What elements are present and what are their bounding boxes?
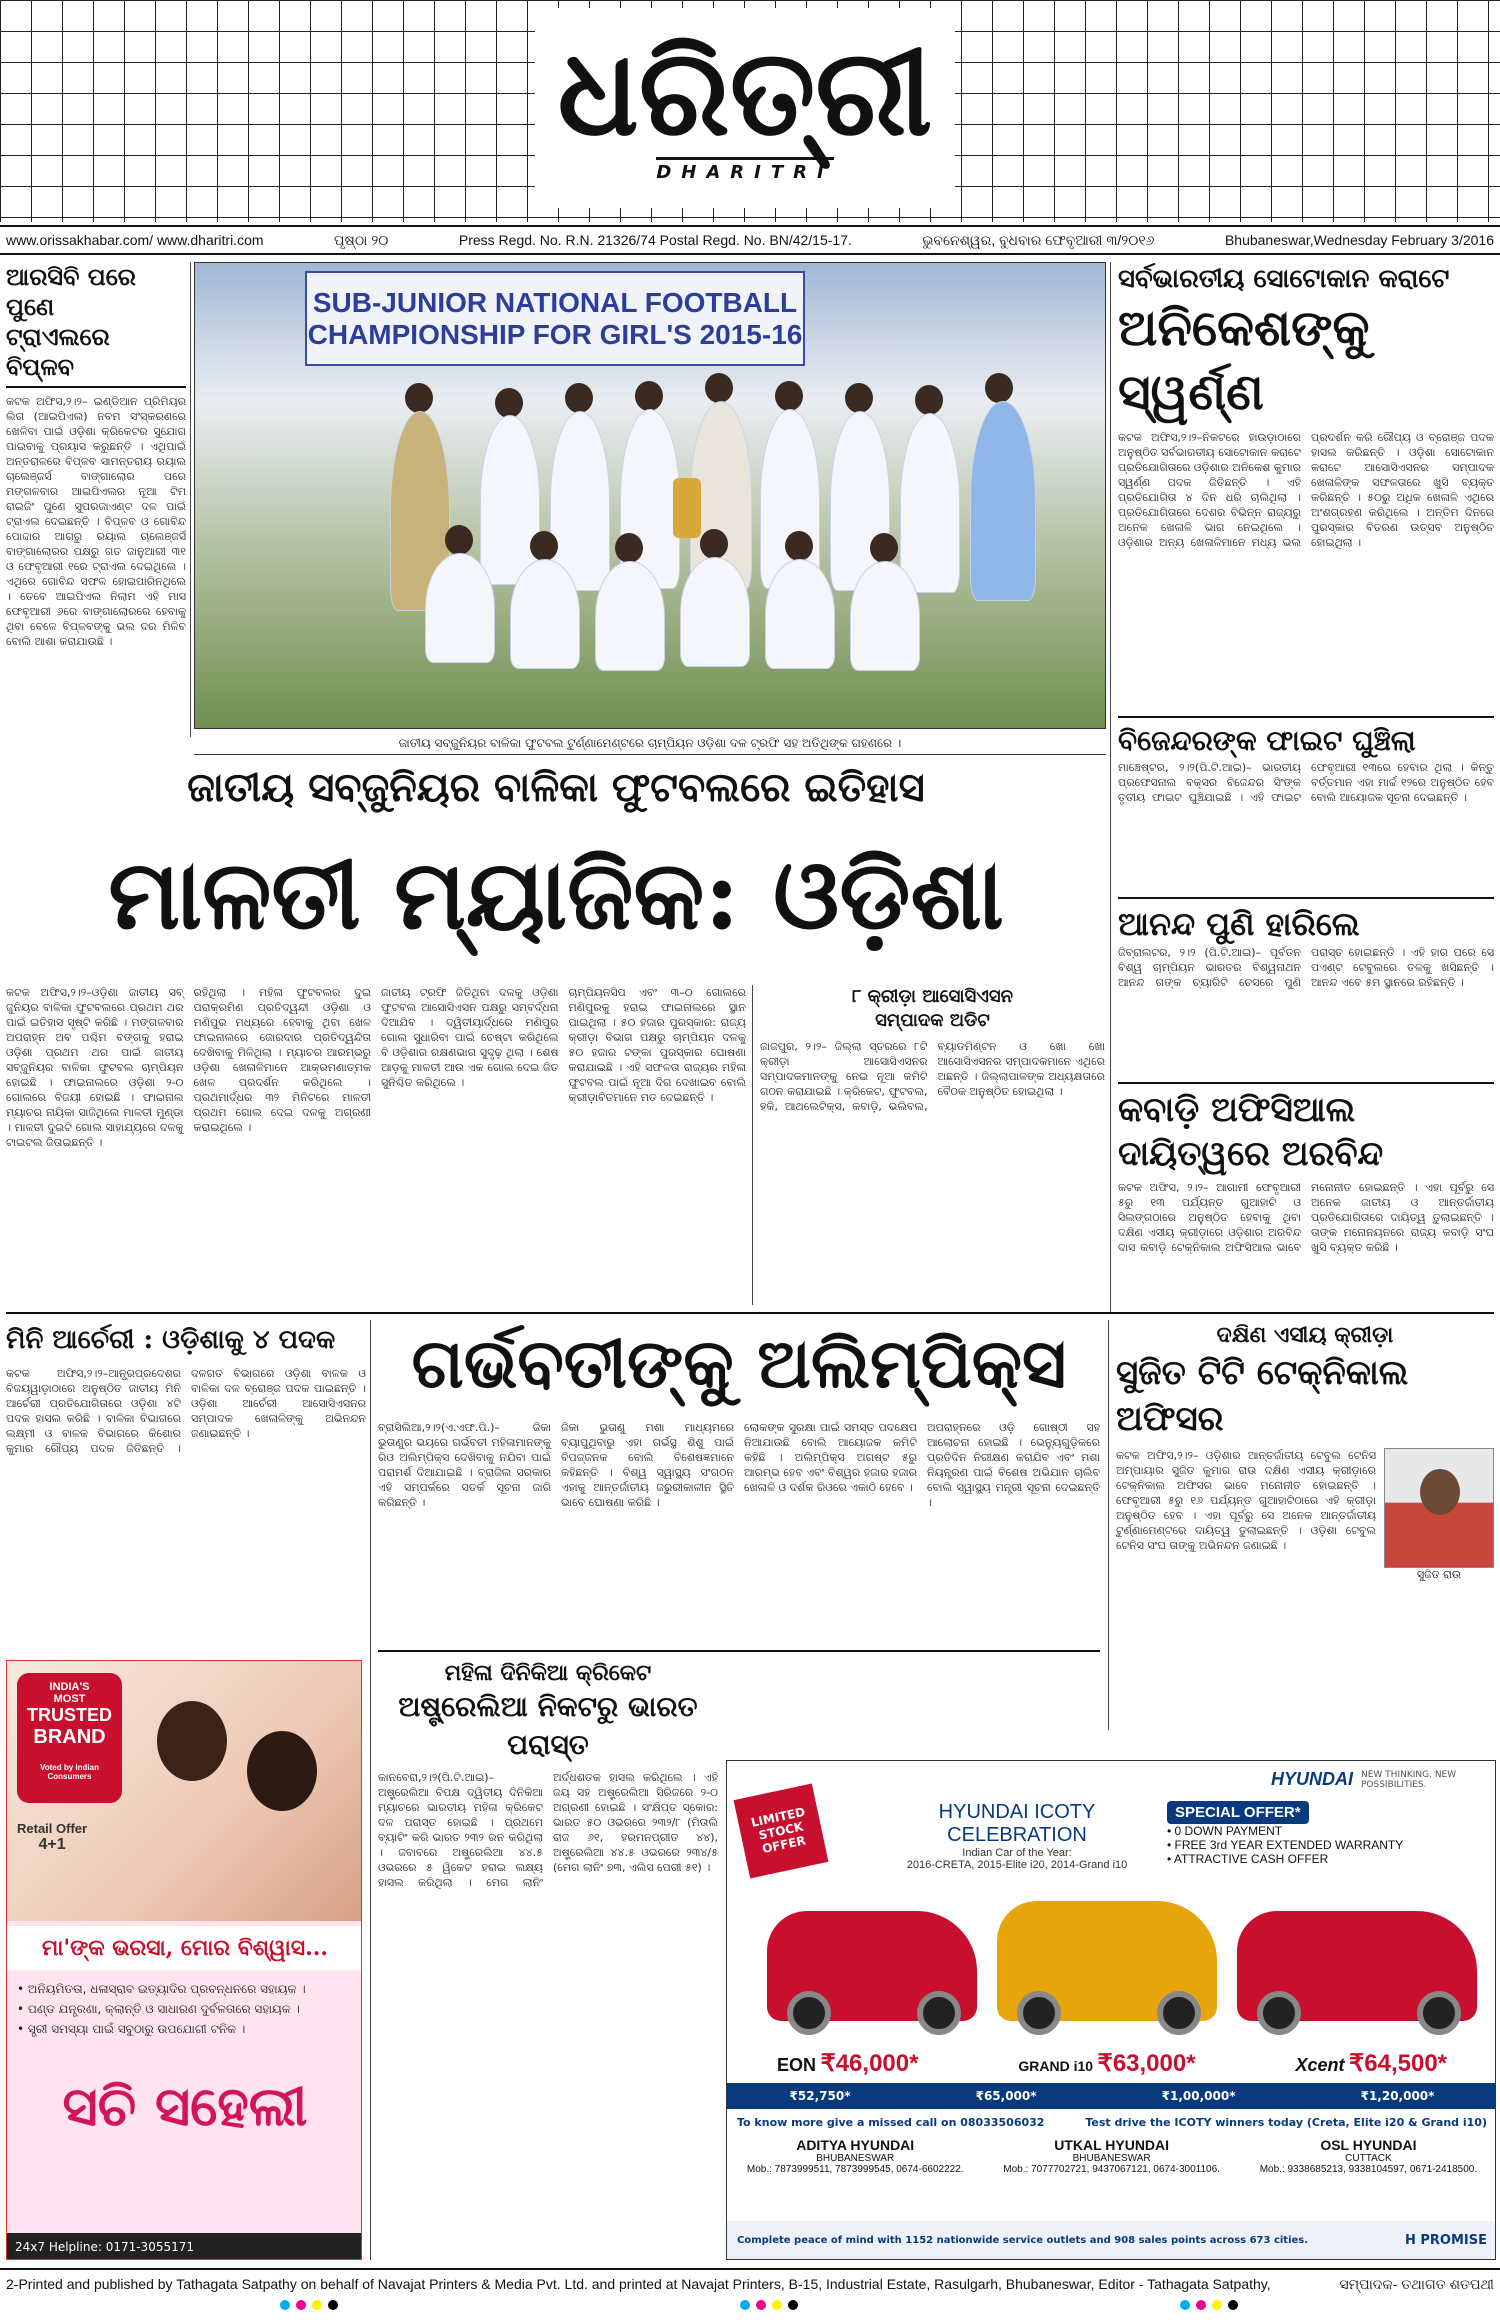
player-figure: [595, 561, 665, 671]
cricket-para-3: ସଂକ୍ଷିପ୍ତ ସ୍କୋର: ଭାରତ ୫୦ ଓଭରରେ ୨୩୨/୮ (ମିତାଲି ରାଜ ୬୧, ହରମନପ୍ରୀତ ୪୪), ଅଷ୍ଟ୍ରେଲିଆ ୪୪.୫ ଓଭରରେ ୨୩୪/୫ (ମେଗ ଲାନିଂ ୭୩, ଏଲିସ ପେରୀ ୫୧) ।: [553, 1801, 718, 1874]
retail-offer-label: Retail Offer: [17, 1821, 88, 1836]
wheel-icon: [787, 1991, 831, 2035]
hyundai-logo-area: [1271, 1769, 1481, 1790]
story-archery: [6, 1320, 366, 1650]
body-rcb: କଟକ ଅଫିସ,୨।୨– ଇଣ୍ଡିଆନ ପ୍ରିମିୟର ଲିଗ (ଆଇପିଏଲ) ନବମ ସଂସ୍କରଣରେ ଖେଳିବା ପାଇଁ ଓଡ଼ିଶା କ୍ରିକେଟର ସୁଯୋଗ ପାଇବାକୁ ପ୍ରୟାସ କରୁଛନ୍ତି । ଏଥିପାଇଁ ଅନ୍ତରାଳରେ ବିପ୍ଳବ ସାମନ୍ତରାୟ ରୟାଲ ଚାଲେଞ୍ଜର୍ସ ବାଙ୍ଗାଲୋର ପରେ ମଙ୍ଗଳବାର ଆଇପିଏଲର ନୂଆ ଟିମ ରାଇଜିଂ ପୁଣେ ସୁପରଜାଏଣ୍ଟ ଦଳ ପାଇଁ ଟ୍ରାଏଲ ଦେଇଛନ୍ତି । ବିପ୍ଳବ ଓ ଗୋବିନ୍ଦ ପୋଦ୍ଦାର ଆଗରୁ ରୟାଲ ଚାଲେଞ୍ଜର୍ସ ବାଙ୍ଗାଲୋରର ପକ୍ଷରୁ ଗତ ଜାନୁଆରୀ ୩୧ ଓ ଫେବୃଆରୀ ୧ରେ ଟ୍ରାଏଲ ଦେଇଥିଲେ । ଏଥିରେ ଗୋବିନ୍ଦ ସଫଳ ହୋଇପାରିନଥିଲେ । ତେବେ ଆଇପିଏଲ ନିଲାମ ଏହି ମାସ ଫେବୃଆରୀ ୬ରେ ବାଙ୍ଗାଲୋରରେ ହେବାକୁ ଥିବା ବେଳେ ବିପ୍ଳବଙ୍କୁ ଭଲ ଦର ମିଳିବ ବୋଲି ଆଶା କରାଯାଉଛି ।: [6, 395, 186, 648]
headline-sujit: ସୁଜିତ ଟିଟି ଟେକ୍ନିକାଲ ଅଫିସର: [1116, 1353, 1409, 1439]
dealer-2-city: BHUBANESWAR: [1072, 2153, 1151, 2164]
dealer-3-name: OSL HYUNDAI: [1320, 2137, 1417, 2153]
ad-brand-name: ସଚି ସହେଲୀ: [62, 2074, 308, 2138]
magenta-dot: [296, 2300, 306, 2310]
dealer-1[interactable]: [747, 2137, 964, 2217]
registration-number: Press Regd. No. R.N. 21326/74 Postal Regd. No. BN/42/15-17.: [458, 232, 852, 248]
offer-item-3-text: ATTRACTIVE CASH OFFER: [1173, 1852, 1329, 1866]
ad-bullet-1-text: ଅନିୟମିତତା, ଧଳାସ୍ରାବ ଇତ୍ୟାଦିର ପ୍ରବନ୍ଧନରେ ସହାୟକ ।: [27, 1982, 306, 1996]
person-head: [985, 373, 1013, 403]
main-kicker-box: [6, 760, 1106, 818]
sujit-photo[interactable]: [1384, 1448, 1494, 1568]
main-body-col-2: ରହିଥିଲା । ମହିଳା ଫୁଟବଲର ଦୁଇ ପରାକ୍ରମିଣ ପ୍ରତିଦ୍ୱନ୍ଦୀ ଓଡ଼ିଶା ଓ ମଣିପୁର ମଧ୍ୟରେ ହେବାକୁ ଥିବା ଖେଳ ଫାଇନାଲରେ ଜୋରଦାର ପ୍ରତିଦ୍ୱନ୍ଦିତା ଦେଖିବାକୁ ମିଳିଥିଲା । ମ୍ୟାଚର ଆରମ୍ଭରୁ ଓଡ଼ିଶା ଖେଳାଳିମାନେ ଆକ୍ରମଣାତ୍ମକ ଖେଳ ପ୍ରଦର୍ଶନ କରିଥିଲେ । ପ୍ରଥମାର୍ଦ୍ଧର ୩୨ ମିନିଟରେ ମାଳତୀ ପ୍ରଥମ ଗୋଲ ଦେଇ ଦଳକୁ ଅଗ୍ରଣୀ କରାଇଥିଲେ ।: [193, 986, 371, 1134]
ad-sachi-saheli[interactable]: [6, 1660, 362, 2260]
eon-saving: ₹46,000*: [820, 2049, 919, 2077]
body-cricket: [378, 1770, 718, 1890]
cyan-dot: [280, 2300, 290, 2310]
offer-item-2-text: FREE 3rd YEAR EXTENDED WARRANTY: [1174, 1838, 1404, 1852]
main-body-col-3: ଜାତୀୟ ଟ୍ରଫି ଜିତିଥିବା ଦଳକୁ ଓଡ଼ିଶା ଫୁଟବଲ ଆସୋସିଏସନ ପକ୍ଷରୁ ସମ୍ବର୍ଦ୍ଧନା ଦିଆଯିବ । ଦ୍ୱିତୀୟାର୍ଦ୍ଧରେ ମଣିପୁର ଗୋଲ ସୁଧାରିବା ପାଇଁ ଚେଷ୍ଟା କରିଥିଲେ ବି ଓଡ଼ିଶାର ରକ୍ଷଣଭାଗ ସୁଦୃଢ଼ ଥିଲା । ଶେଷ ଆଡ଼କୁ ମାଳତୀ ଆଉ ଏକ ଗୋଲ ଦେଇ ଜିତ ସୁନିଶ୍ଚିତ କରିଥିଲେ ।: [381, 986, 559, 1089]
website-link[interactable]: www.orissakhabar.com/ www.dharitri.com: [6, 232, 264, 248]
story-anand: [1118, 903, 1494, 1078]
person-head: [785, 531, 813, 561]
wheel-icon: [1157, 1991, 1201, 2035]
olympics-body-col-4: ଅପରାହ୍ନରେ ଓଡ଼ି ଗୋଷ୍ଠୀ ସହ ଆଲୋଚନା ହୋଇଛି । ଭେନ୍ୟୁଗୁଡ଼ିକରେ ପ୍ରତିଦିନ ନିରୀକ୍ଷଣ କରାଯିବ ଏବଂ ମଶା ନିୟନ୍ତ୍ରଣ ପାଇଁ ବିଶେଷ ଅଭିଯାନ ଚାଲିବ ବୋଲି ସ୍ୱାସ୍ଥ୍ୟ ମନ୍ତ୍ରୀ ସୂଚନା ଦେଇଛନ୍ତି ।: [927, 1421, 1100, 1509]
ad-hyundai[interactable]: [726, 1760, 1496, 2260]
wheel-icon: [1417, 1991, 1461, 2035]
coach-figure: [970, 401, 1036, 601]
special-offer-block: [1167, 1801, 1467, 1866]
badge-line-5: Voted by Indian Consumers: [40, 1763, 99, 1781]
black-dot: [1228, 2300, 1238, 2310]
body-kabaddi: କଟକ ଅଫିସ, ୨।୨– ଆଗାମୀ ଫେବୃଆରୀ ୫ରୁ ୧୩ ପର୍ଯ୍ୟନ୍ତ ଗୁଆହାଟି ଓ ସିଲଙ୍ଗଠାରେ ଅନୁଷ୍ଠିତ ହେବାକୁ ଥିବା ଦକ୍ଷିଣ ଏସୀୟ କ୍ରୀଡ଼ାରେ ଓଡ଼ିଶାର ଅରବିନ୍ଦ ଦାସ କବାଡ଼ି ଟେକ୍ନିକାଲ ଅଫିସିଆଲ ଭାବେ ମନୋନୀତ ହୋଇଛନ୍ତି । ଏହା ପୂର୍ବରୁ ସେ ଅନେକ ଜାତୀୟ ଓ ଆନ୍ତର୍ଜାତୀୟ ପ୍ରତିଯୋଗିତାରେ ଦାୟିତ୍ୱ ତୁଲାଇଛନ୍ତି । ତାଙ୍କ ମନୋନୟନରେ ରାଜ୍ୟ କବାଡ଼ି ସଂଘ ଖୁସି ବ୍ୟକ୍ତ କରିଛି ।: [1118, 1181, 1494, 1254]
grand-name: GRAND i10: [1018, 2057, 1094, 2074]
column-rule: [370, 1320, 371, 2260]
ad-bullet-3: • ସ୍ତ୍ରୀ ସମସ୍ୟା ପାଇଁ ସବୁଠାରୁ ଉପଯୋଗୀ ଟନିକ ।: [17, 2022, 246, 2036]
editor-odia: ସମ୍ପାଦକ- ତଥାଗତ ଶତପଥୀ: [1339, 2275, 1494, 2292]
logo-subtitle: DHARITRI: [656, 157, 833, 183]
dealer-1-city: BHUBANESWAR: [816, 2153, 895, 2164]
wheel-icon: [1257, 1991, 1301, 2035]
page-number: ପୃଷ୍ଠା ୨୦: [334, 231, 389, 248]
person-head: [565, 383, 593, 413]
body-vijender: ମାଞ୍ଚେଷ୍ଟର, ୨।୨(ପି.ଟି.ଆଇ)– ଭାରତୀୟ ପ୍ରଫେସନାଲ ବକ୍ସର ବିଜେନ୍ଦର ସିଂଙ୍କ ତୃତୀୟ ଫାଇଟ ଘୁଞ୍ଚିଯାଇଛି । ଏହି ଫାଇଟ ଫେବୃଆରୀ ୧୩ରେ ହେବାର ଥିଲା । କିନ୍ତୁ ବର୍ତ୍ତମାନ ଏହା ମାର୍ଚ୍ଚ ୧୨ରେ ଅନୁଷ୍ଠିତ ହେବ ବୋଲି ଆୟୋଜକ ସୂଚନା ଦେଇଛନ୍ତି ।: [1118, 761, 1494, 804]
player-figure: [850, 561, 920, 671]
icoty-block: [877, 1801, 1157, 1871]
main-headline: ମାଳତୀ ମ୍ୟାଜିକ: ଓଡ଼ିଶା: [108, 838, 1004, 951]
body-association: ଜାଜପୁର, ୨।୨– ଜିଲ୍ଲା ସ୍ତରରେ ୮ଟି କ୍ରୀଡ଼ା ଆସୋସିଏସନର ସମ୍ପାଦକମାନଙ୍କୁ ନେଇ ନୂଆ କମିଟି ଗଠନ କରାଯାଇଛି । କ୍ରିକେଟ, ଫୁଟବଲ, ହକି, ଆଥଲେଟିକ୍ସ, କବାଡ଼ି, ଭଲିବଲ, ବ୍ୟାଡମିଣ୍ଟନ ଓ ଖୋ ଖୋ ଆସୋସିଏସନର ସମ୍ପାଦକମାନେ ଏଥିରେ ଅଛନ୍ତି । ଜିଲ୍ଲାପାଳଙ୍କ ଅଧ୍ୟକ୍ଷତାରେ ବୈଠକ ଅନୁଷ୍ଠିତ ହୋଇଥିଲା ।: [760, 1040, 1105, 1113]
column-rule: [190, 262, 191, 737]
black-dot: [788, 2300, 798, 2310]
wheel-icon: [1017, 1991, 1061, 2035]
story-karate: [1118, 262, 1494, 712]
main-headline-box: [6, 820, 1106, 980]
offer-item-2: • FREE 3rd YEAR EXTENDED WARRANTY: [1167, 1838, 1404, 1852]
cyan-dot: [740, 2300, 750, 2310]
masthead: [0, 0, 1500, 222]
yellow-dot: [312, 2300, 322, 2310]
section-rule: [1118, 1082, 1494, 1084]
grand-saving: ₹63,000*: [1097, 2049, 1196, 2077]
offer-item-3: • ATTRACTIVE CASH OFFER: [1167, 1852, 1329, 1866]
headline-karate: ଅନିକେଶଙ୍କୁ ସ୍ୱର୍ଣ୍ଣ: [1118, 298, 1370, 421]
promise-text: Complete peace of mind with 1152 nationwide service outlets and 908 sales points across 673 cities.: [737, 2234, 1309, 2246]
player-figure: [680, 557, 750, 667]
dealer-1-phone: Mob.: 7873999511, 7873999545, 0674-6602222.: [746, 2164, 964, 2175]
headline-rcb-1: ଆରସିବି ପରେ ପୁଣେ: [6, 262, 136, 321]
icoty-line-3: Indian Car of the Year:: [962, 1847, 1072, 1859]
kicker-sujit: ଦକ୍ଷିଣ ଏସୀୟ କ୍ରୀଡ଼ା: [1216, 1322, 1394, 1348]
offer-item-1: • 0 DOWN PAYMENT: [1167, 1824, 1283, 1838]
headline-association-1: ୮ କ୍ରୀଡ଼ା ଆସୋସିଏସନ: [851, 986, 1014, 1007]
dealer-3-phone: Mob.: 9338685213, 9338104597, 0671-2418500.: [1259, 2164, 1478, 2175]
model-savings-bar: [727, 2083, 1496, 2109]
main-body-col-4: ଚାମ୍ପିୟନସିପ ଏବଂ ୩–୦ ଗୋଲରେ ମଣିପୁରକୁ ହରାଇ ଫାଇନାଲରେ ସ୍ଥାନ ପାଇଥିଲା । ୫୦ ହଜାର ପୁରସ୍କାର: ରାଜ୍ୟ କ୍ରୀଡ଼ା ବିଭାଗ ପକ୍ଷରୁ ଚାମ୍ପିୟନ ଦଳକୁ ୫୦ ହଜାର ଟଙ୍କା ପୁରସ୍କାର ଘୋଷଣା କରାଯାଇଛି । ଏହି ସଫଳତା ରାଜ୍ୟର ମହିଳା ଫୁଟବଲ ପାଇଁ ନୂଆ ଦିଗ ଦେଖାଇବ ବୋଲି କ୍ରୀଡ଼ାବିତମାନେ ମତ ଦେଇଛନ୍ତି ।: [568, 986, 746, 1104]
person-head: [615, 533, 643, 563]
person-head: [775, 381, 803, 411]
dealer-list: [727, 2137, 1496, 2217]
test-drive-cta[interactable]: Test drive the ICOTY winners today (Creta, Elite i20 & Grand i10): [1085, 2115, 1487, 2129]
yellow-dot: [1212, 2300, 1222, 2310]
grand-savings: [1018, 2049, 1195, 2078]
person-head: [700, 529, 728, 559]
main-kicker: ଜାତୀୟ ସବ୍‌ଜୁନିୟର ବାଳିକା ଫୁଟବଲରେ ଇତିହାସ: [187, 764, 925, 811]
headline-archery: ମିନି ଆର୍ଚେରୀ : ଓଡ଼ିଶାକୁ ୪ ପଦକ: [6, 1325, 336, 1355]
section-rule: [6, 1312, 1494, 1314]
photo-caption: ଜାତୀୟ ସବ୍‌ଜୁନିୟର ବାଳିକା ଫୁଟବଲ ଟୁର୍ଣ୍ଣାମେଣ୍ଟରେ ଚାମ୍ପିୟନ ଓଡ଼ିଶା ଦଳ ଟ୍ରଫି ସହ ଅତିଥିଙ୍କ ଗହଣରେ ।: [194, 733, 1106, 755]
wheel-icon: [917, 1991, 961, 2035]
person-head: [405, 383, 433, 413]
dealer-2[interactable]: [1003, 2137, 1220, 2217]
banner-line-1: SUB-JUNIOR NATIONAL FOOTBALL: [312, 286, 798, 318]
ad-bullet-2: • ପଣ୍ଡ ଯନ୍ତ୍ରଣା, କ୍ଲାନ୍ତି ଓ ସାଧାରଣ ଦୁର୍ବଳତାରେ ସହାୟକ ।: [17, 2002, 300, 2016]
english-date: Bhubaneswar,Wednesday February 3/2016: [1224, 232, 1494, 248]
footer-imprint: [0, 2268, 1500, 2298]
player-figure: [425, 553, 495, 663]
dealer-2-phone: Mob.: 7077702721, 9437067121, 0674-3001106.: [1003, 2164, 1220, 2175]
dateline-bar: [0, 225, 1500, 255]
person-head: [445, 525, 473, 555]
ad-tagline: ମା'ଙ୍କ ଭରସା, ମୋର ବିଶ୍ୱାସ...: [7, 1926, 362, 1970]
story-cricket: [378, 1658, 718, 2263]
hyundai-logo: HYUNDAI: [1270, 1769, 1353, 1789]
story-kabaddi: [1118, 1088, 1494, 1318]
xcent-name: Xcent: [1295, 2054, 1345, 2075]
player-figure: [765, 559, 835, 669]
player-figure: [480, 415, 540, 585]
offer-item-1-text: 0 DOWN PAYMENT: [1174, 1824, 1283, 1838]
headline-cricket: ଅଷ୍ଟ୍ରେଲିଆ ନିକଟରୁ ଭାରତ ପରାସ୍ତ: [398, 1690, 698, 1761]
story-rcb: [6, 262, 186, 737]
headline-kabaddi-1: କବାଡ଼ି ଅଫିସିଆଲ: [1118, 1090, 1356, 1130]
xcent-savings: [1296, 2049, 1448, 2078]
story-sujit: [1116, 1320, 1494, 1730]
i10-saving: ₹52,750*: [789, 2089, 851, 2103]
body-sujit: କଟକ ଅଫିସ,୨।୨– ଓଡ଼ିଶାର ଆନ୍ତର୍ଜାତୀୟ ଟେବୁଲ ଟେନିସ ଅମ୍ପାୟାର ସୁଜିତ କୁମାର ରାଉ ଦକ୍ଷିଣ ଏସୀୟ କ୍ରୀଡ଼ାରେ ଟେକ୍ନିକାଲ ଅଫିସର ଭାବେ ମନୋନୀତ ହୋଇଛନ୍ତି । ଫେବୃଆରୀ ୫ରୁ ୧୬ ପର୍ଯ୍ୟନ୍ତ ଗୁଆହାଟିଠାରେ ଏହି କ୍ରୀଡ଼ା ଅନୁଷ୍ଠିତ ହେବ । ଏହା ପୂର୍ବରୁ ସେ ଅନେକ ଆନ୍ତର୍ଜାତୀୟ ଟୁର୍ଣ୍ଣାମେଣ୍ଟରେ ଦାୟିତ୍ୱ ତୁଲାଇଛନ୍ତି । ଓଡ଼ିଶା ଟେବୁଲ ଟେନିସ ସଂଘ ତାଙ୍କୁ ଅଭିନନ୍ଦନ ଜଣାଇଛି ।: [1116, 1449, 1376, 1552]
black-dot: [328, 2300, 338, 2310]
cricket-para-1: କାନବେରା,୨।୨(ପି.ଟି.ଆଇ)– ଅଷ୍ଟ୍ରେଲିଆ ବିପକ୍ଷ ଦ୍ୱିତୀୟ ଦିନିକିଆ ମ୍ୟାଚରେ ଭାରତୀୟ ମହିଳା କ୍ରିକେଟ ଦଳ ପରାସ୍ତ ହୋଇଛି । ପ୍ରଥମେ ବ୍ୟାଟିଂ କରି ଭାରତ ୨୩୨ ରନ କରିଥିଲା ।: [378, 1771, 543, 1859]
promise-bar: [727, 2221, 1496, 2259]
section-rule: [1118, 716, 1494, 718]
dealer-1-name: ADITYA HYUNDAI: [796, 2137, 915, 2153]
section-rule: [1118, 897, 1494, 899]
olympics-body-col-3: ଲୋକଙ୍କ ସୁରକ୍ଷା ପାଇଁ ସମସ୍ତ ପଦକ୍ଷେପ ନିଆଯାଉଛି ବୋଲି ଆୟୋଜକ କମିଟି କହିଛି । ଅଲିମ୍ପିକ୍ସ ଅଗଷ୍ଟ ୫ରୁ ଆରମ୍ଭ ହେବ ଏବଂ ବିଶ୍ୱର ହଜାର ହଜାର ଖେଳାଳି ଓ ଦର୍ଶକ ରିଓରେ ଏକାଠି ହେବେ ।: [744, 1421, 917, 1494]
registration-marks: [1180, 2300, 1238, 2310]
cricket-para-2: ଜବାବରେ ଅଷ୍ଟ୍ରେଲିଆ ୪୪.୫ ଓଭରରେ ୫ ୱିକେଟ ହରାଇ ଲକ୍ଷ୍ୟ ହାସଲ କରିଥିଲା । ମେଗ ଲାନିଂ ଅର୍ଦ୍ଧଶତକ ହାସଲ କରିଥିଲେ । ଏହି ଜୟ ସହ ଅଷ୍ଟ୍ରେଲିଆ ସିରିଜରେ ୨-୦ ଅଗ୍ରଣୀ ହୋଇଛି ।: [378, 1771, 718, 1889]
story-association: [760, 985, 1105, 1305]
player-figure: [510, 559, 580, 669]
retail-offer: [17, 1821, 87, 1854]
body-anand: ଜିବ୍ରାଲଟର, ୨।୨ (ପି.ଟି.ଆଇ)– ପୂର୍ବତନ ବିଶ୍ୱ ଚାମ୍ପିୟନ ଭାରତର ବିଶ୍ୱନାଥନ ଆନନ୍ଦ ଗଙ୍କ ଚ୍ୟାରିଟି ଚେସରେ ପୁଣି ପରାସ୍ତ ହୋଇଛନ୍ତି । ଏହି ହାର ପରେ ସେ ପଏଣ୍ଟ ଟେବୁଲରେ ତଳକୁ ଖସିଛନ୍ତି । ଆନନ୍ଦ ଏବେ ୫ମ ସ୍ଥାନରେ ରହିଛନ୍ତି ।: [1118, 946, 1494, 989]
story-vijender: [1118, 722, 1494, 892]
ad-bullet-2-text: ପଣ୍ଡ ଯନ୍ତ୍ରଣା, କ୍ଲାନ୍ତି ଓ ସାଧାରଣ ଦୁର୍ବଳତାରେ ସହାୟକ ।: [27, 2002, 300, 2016]
person-head: [635, 381, 663, 411]
ad-bullet-3-text: ସ୍ତ୍ରୀ ସମସ୍ୟା ପାଇଁ ସବୁଠାରୁ ଉପଯୋଗୀ ଟନିକ ।: [27, 2022, 246, 2036]
badge-line-4: BRAND: [33, 1726, 106, 1748]
newspaper-logo[interactable]: [535, 8, 955, 208]
limited-stock-badge: LIMITED STOCK OFFER: [734, 1784, 829, 1879]
person-head: [845, 383, 873, 413]
kicker-cricket: ମହିଳା ଦିନିକିଆ କ୍ରିକେଟ: [444, 1660, 652, 1686]
banner-line-2: CHAMPIONSHIP FOR GIRL'S 2015-16: [307, 318, 803, 350]
headline-kabaddi-2: ଦାୟିତ୍ୱରେ ଅରବିନ୍ଦ: [1118, 1134, 1384, 1174]
portrait-head: [1420, 1469, 1460, 1515]
retail-offer-value: 4+1: [38, 1836, 66, 1853]
dealer-3[interactable]: [1260, 2137, 1477, 2217]
person-head: [530, 531, 558, 561]
badge-line-2: MOST: [53, 1693, 86, 1705]
registration-marks: [740, 2300, 798, 2310]
magenta-dot: [1196, 2300, 1206, 2310]
logo-text: ଧରିତ୍ରୀ: [557, 22, 933, 163]
ad-helpline[interactable]: 24x7 Helpline: 0171-3055171: [7, 2233, 362, 2260]
eon-name: EON: [776, 2054, 816, 2075]
main-body: [6, 985, 746, 1305]
headline-rcb-2: ଟ୍ରାଏଲରେ ବିପ୍ଳବ: [6, 322, 186, 388]
odia-date: ଭୁବନେଶ୍ୱର, ବୁଧବାର ଫେବୃଆରୀ ୩/୨୦୧୬: [922, 231, 1155, 248]
sujit-photo-box: [1384, 1448, 1494, 1582]
dealer-2-name: UTKAL HYUNDAI: [1054, 2137, 1170, 2153]
person-head: [915, 385, 943, 415]
kicker-karate: ସର୍ବଭାରତୀୟ ସୋଟୋକାନ କରାଟେ: [1118, 264, 1450, 294]
headline-anand: ଆନନ୍ଦ ପୁଣି ହାରିଲେ: [1118, 905, 1360, 943]
trusted-brand-badge: [17, 1673, 122, 1803]
registration-marks: [280, 2300, 338, 2310]
main-body-col-1: କଟକ ଅଫିସ,୨।୨–ଓଡ଼ିଶା ଜାତୀୟ ସବ୍ ଜୁନିୟର ବାଳିକା ଫୁଟବଲରେ ପ୍ରଥମ ଥର ପାଇଁ ଇତିହାସ ସୃଷ୍ଟି କରିଛି । ମଙ୍ଗଳବାର ଅପରାହ୍ନ ଅବ ପଶ୍ଚିମ ବଙ୍ଗକୁ ହରାଇ ଓଡ଼ିଶା ପ୍ରଥମ ଥର ପାଇଁ ଜାତୀୟ ସବ୍‌ଜୁନିୟର ବାଳିକା ଫୁଟବଲ ଚାମ୍ପିୟନ ହୋଇଛି । ଫାଇନାଲରେ ଓଡ଼ିଶା ୨-୦ ଗୋଲରେ ବିଜୟୀ ହୋଇଛି । ଫାଇନାଲ ମ୍ୟାଚର ନାୟିକା ସାଜିଥିଲେ ମାଳତୀ ମୁଣ୍ଡା । ମାଳତୀ ଦୁଇଟି ଗୋଲ ସାହାଯ୍ୟରେ ଦଳକୁ ଟାଇଟଲ ଜିତାଇଛନ୍ତି ।: [6, 986, 184, 1149]
promise-brand: H PROMISE: [1404, 2232, 1487, 2248]
trophy-icon: [673, 478, 701, 538]
headline-olympics: ଗର୍ଭବତୀଙ୍କୁ ଅଲିମ୍ପିକ୍ସ: [411, 1324, 1067, 1404]
icoty-line-4: 2016-CRETA, 2015-Elite i20, 2014-Grand i10: [906, 1859, 1128, 1871]
cta-row: [727, 2111, 1496, 2133]
ad-bullet-1: • ଅନିୟମିତତା, ଧଳାସ୍ରାବ ଇତ୍ୟାଦିର ପ୍ରବନ୍ଧନରେ ସହାୟକ ।: [17, 1982, 306, 1996]
olympics-body: [378, 1420, 1100, 1645]
elantra-saving: ₹1,00,000*: [1161, 2089, 1236, 2103]
body-archery: କଟକ ଅଫିସ,୨।୨–ଆନ୍ଧ୍ରପ୍ରଦେଶର ବିଜୟୱାଡ଼ାଠାରେ ଅନୁଷ୍ଠିତ ଜାତୀୟ ମିନି ଆର୍ଚେରୀ ପ୍ରତିଯୋଗିତାରେ ଓଡ଼ିଶା ୪ଟି ପଦକ ହାସଲ କରିଛି । ବାଳିକା ବିଭାଗରେ ଲକ୍ଷ୍ମୀ ଓ ବାଳକ ବିଭାଗରେ କିଶୋର କୁମାର ରୌପ୍ୟ ପଦକ ଜିତିଛନ୍ତି । ଦଳଗତ ବିଭାଗରେ ଓଡ଼ିଶା ବାଳକ ଓ ବାଳିକା ଦଳ ବ୍ରୋଞ୍ଜ ପଦକ ପାଇଛନ୍ତି । ଓଡ଼ିଶା ଆର୍ଚେରୀ ଆସୋସିଏସନର ସମ୍ପାଦକ ଖେଳାଳିଙ୍କୁ ଅଭିନନ୍ଦନ ଜଣାଇଛନ୍ତି ।: [6, 1367, 366, 1455]
badge-line-3: TRUSTED: [27, 1705, 112, 1725]
xcent-saving: ₹64,500*: [1349, 2049, 1448, 2077]
olympics-headline-box: [378, 1320, 1100, 1410]
team-photo[interactable]: [194, 262, 1106, 729]
person-head: [705, 373, 733, 403]
badge-line-1: INDIA'S: [49, 1681, 90, 1693]
ad-bullets: [17, 1979, 353, 2039]
person-head: [495, 388, 523, 418]
icoty-line-2: CELEBRATION: [947, 1824, 1087, 1846]
headline-association-2: ସମ୍ପାଦକ ଅଡିଟ: [875, 1010, 990, 1031]
player-figure: [900, 413, 960, 593]
santafe-saving: ₹1,20,000*: [1360, 2089, 1435, 2103]
section-rule: [378, 1650, 1100, 1652]
photo-banner: [305, 271, 805, 366]
model-head: [247, 1731, 317, 1811]
body-karate: କଟକ ଅଫିସ,୨।୨–ନିକଟରେ ହାଉଡ଼ାଠାରେ ଅନୁଷ୍ଠିତ ସର୍ବଭାରତୀୟ ସୋଟୋକାନ କରାଟେ ପ୍ରତିଯୋଗିତାରେ ଓଡ଼ିଶାର ଅନିକେଶ କୁମାର ସ୍ୱର୍ଣ୍ଣ ପଦକ ଜିତିଛନ୍ତି । ଏହି ପ୍ରତିଯୋଗିତା ୪ ଦିନ ଧରି ଚାଲିଥିଲା । ପ୍ରତିଯୋଗିତାରେ ଦେଶର ବିଭିନ୍ନ ରାଜ୍ୟରୁ ଅନେକ ଖେଳାଳି ଭାଗ ନେଇଥିଲେ । ଓଡ଼ିଶାର ଅନ୍ୟ ଖେଳାଳିମାନେ ମଧ୍ୟ ଭଲ ପ୍ରଦର୍ଶନ କରି ରୌପ୍ୟ ଓ ବ୍ରୋଞ୍ଜ ପଦକ ହାସଲ କରିଛନ୍ତି । ଓଡ଼ିଶା ସୋଟୋକାନ କରାଟେ ଆସୋସିଏସନର ସମ୍ପାଦକ ଖେଳାଳିଙ୍କ ସଫଳତାରେ ଖୁସି ବ୍ୟକ୍ତ କରିଛନ୍ତି । ୫୦ରୁ ଅଧିକ ଖେଳାଳି ଏଥିରେ ଅଂଶଗ୍ରହଣ କରିଥିଲେ । ଅନ୍ତିମ ଦିନରେ ପୁରସ୍କାର ବିତରଣ ଉତ୍ସବ ଅନୁଷ୍ଠିତ ହୋଇଥିଲା ।: [1118, 431, 1494, 549]
cyan-dot: [1180, 2300, 1190, 2310]
olympics-body-col-2: ଜିକା ଭୁତାଣୁ ମଶା ମାଧ୍ୟମରେ ବ୍ୟାପୁଥିବାରୁ ଏହା ଗର୍ଭସ୍ଥ ଶିଶୁ ପାଇଁ ବିପଜ୍ଜନକ ବୋଲି ବିଶେଷଜ୍ଞମାନେ କହିଛନ୍ତି । ବିଶ୍ୱ ସ୍ୱାସ୍ଥ୍ୟ ସଂଗଠନ ଏହାକୁ ଆନ୍ତର୍ଜାତୀୟ ଜରୁରୀକାଳୀନ ସ୍ଥିତି ଭାବେ ଘୋଷଣା କରିଛି ।: [561, 1421, 734, 1509]
column-rule: [1110, 262, 1111, 1312]
savings-row: [727, 2046, 1496, 2080]
sujit-photo-caption: ସୁଜିତ ରାଉ: [1416, 1568, 1462, 1581]
person-head: [870, 533, 898, 563]
column-rule: [1108, 1320, 1109, 1730]
eon-savings: [777, 2049, 918, 2078]
hyundai-tagline: NEW THINKING. NEW POSSIBILITIES.: [1361, 1769, 1457, 1790]
verna-saving: ₹65,000*: [975, 2089, 1037, 2103]
olympics-body-col-1: ବ୍ରାସିଲିଆ,୨।୨(ଏ.ଏଫ.ପି.)– ଜିକା ଭୁତାଣୁର ଭୟରେ ଗର୍ଭବତୀ ମହିଳାମାନଙ୍କୁ ରିଓ ଅଲିମ୍ପିକ୍ସ ଦେଖିବାକୁ ନଯିବା ପାଇଁ ପରାମର୍ଶ ଦିଆଯାଇଛି । ବ୍ରାଜିଲ ସରକାର ଏହି ସମ୍ପର୍କରେ ସତର୍କ ସୂଚନା ଜାରି କରିଛନ୍ତି ।: [378, 1421, 551, 1509]
imprint-text: 2-Printed and published by Tathagata Satpathy on behalf of Navajat Printers & Media Pvt. Ltd. and printed at Navajat Printers, B-15, Industrial Estate, Rasulgarh, Bhubaneswar, Editor - Tathagata Satpathy,: [6, 2276, 1271, 2292]
headline-vijender: ବିଜେନ୍ଦରଙ୍କ ଫାଇଟ ଘୁଞ୍ଚିଲା: [1118, 724, 1416, 757]
special-offer-title: SPECIAL OFFER*: [1167, 1801, 1309, 1824]
magenta-dot: [756, 2300, 766, 2310]
column-rule: [752, 985, 753, 1305]
missed-call-cta[interactable]: To know more give a missed call on 08033506032: [737, 2115, 1045, 2129]
yellow-dot: [772, 2300, 782, 2310]
dealer-3-city: CUTTACK: [1345, 2153, 1392, 2164]
icoty-line-1: HYUNDAI ICOTY: [938, 1801, 1096, 1823]
model-head: [157, 1701, 227, 1781]
